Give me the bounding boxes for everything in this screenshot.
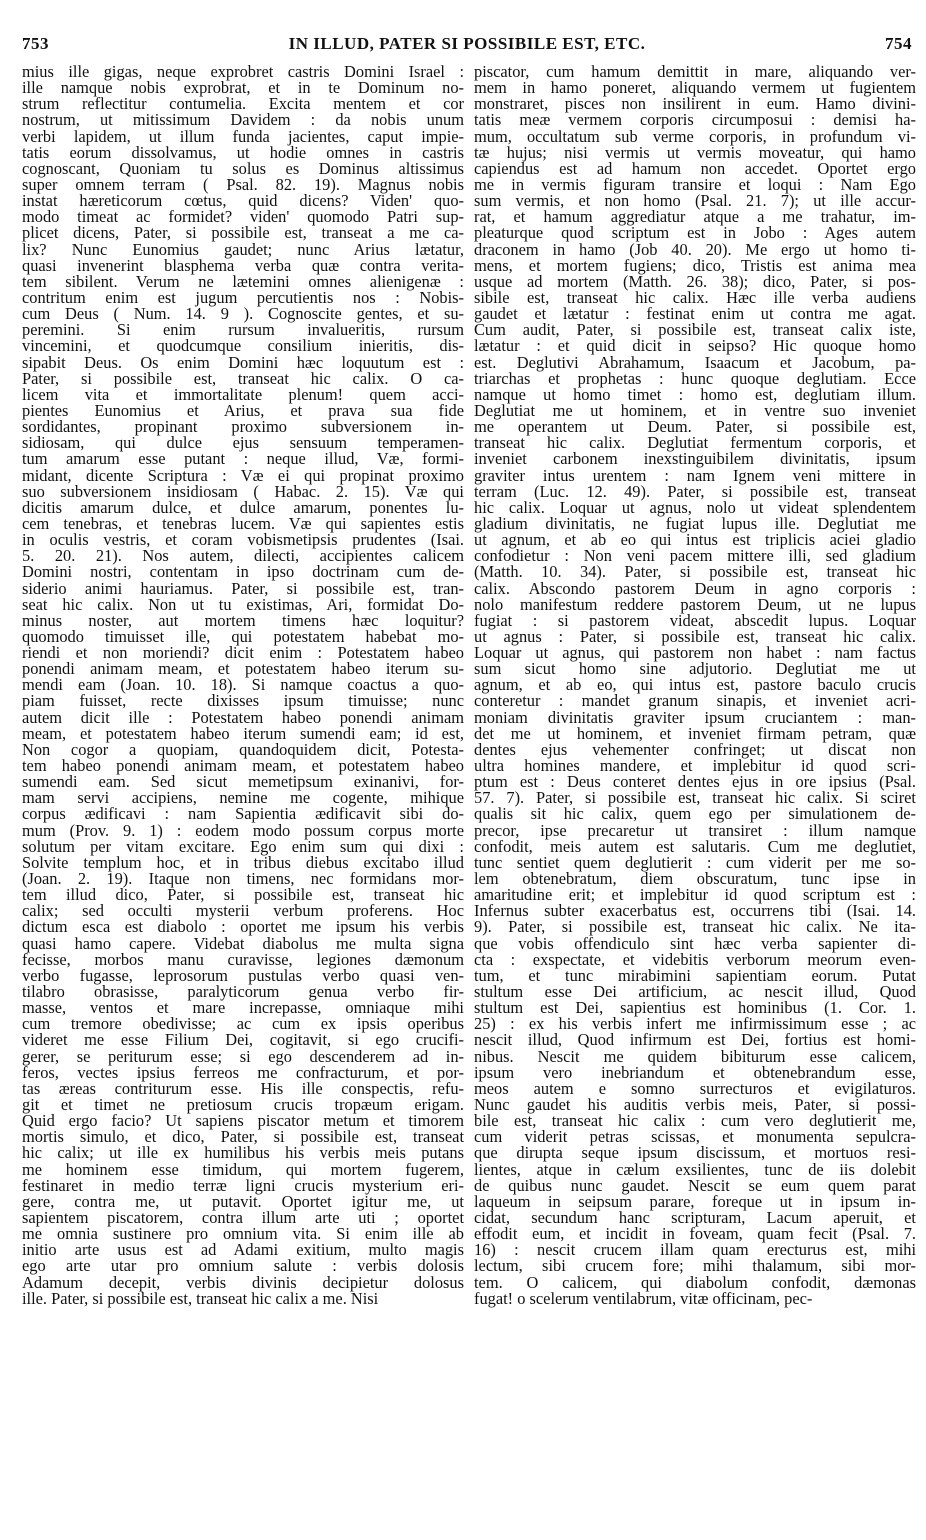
text-line: confodietur : Non veni pacem mittere illi, sed gladium — [474, 546, 916, 566]
text-line: tem sibilent. Verum ne lætemini omnes alienigenæ : — [22, 271, 464, 291]
text-line: bile est, transeat hic calix : cum vero deglutierit me, — [474, 1111, 916, 1131]
text-line: Quid ergo facio? Ut sapiens piscator metum et timorem — [22, 1111, 464, 1131]
text-line: precor, ipse precaretur ut transiret : illum namque — [474, 820, 916, 840]
text-line: de quibus nunc gaudet. Nescit se eum quem parat — [474, 1175, 916, 1195]
text-line: ego arte utar pro omnium salute : verbis dolosis — [22, 1256, 464, 1276]
text-line: hic calix; ut ille ex humilibus his verbis meis putans — [22, 1143, 464, 1163]
text-line: cognoscant, Quoniam tu solus es Dominus altissimus — [22, 158, 464, 178]
text-line: sidiosam, qui dulce ejus sensuum temperamen- — [22, 433, 464, 453]
text-line: Nunc gaudet his auditis verbis meis, Pater, si possi- — [474, 1095, 916, 1114]
text-line: ut agnum, et ab eo qui intus est triplicis aciei gladio — [474, 530, 916, 550]
text-line: ut agnus : Pater, si possibile est, transeat hic calix. — [474, 626, 916, 646]
text-line: moniam divinitatis graviter ipsum cruciantem : man- — [474, 707, 916, 727]
text-line: det me ut hominem, et inveniet firmam petram, quæ — [474, 723, 916, 743]
text-line: calix; sed occulti mysterii verbum proferens. Hoc — [22, 901, 464, 921]
text-line: stultum esse Dei artificium, ac nescit illud, Quod — [474, 982, 916, 1002]
text-line: 57. 7). Pater, si possibile est, transeat hic calix. Si sciret — [474, 788, 916, 808]
text-line: tem. O calicem, qui diabolum confodit, dæmonas — [474, 1272, 916, 1292]
text-line: midant, dicente Scriptura : Væ ei qui propinat proximo — [22, 465, 464, 485]
text-line: gladium divinitatis, ne fugiat lupus ille. Deglutiat me — [474, 513, 916, 533]
text-line: 9). Pater, si possibile est, transeat hic calix. Ne ita- — [474, 917, 916, 937]
text-line: piam fuisset, recte dixisses ipsum timuisse; nunc — [22, 691, 464, 711]
text-line: hic calix. Loquar ut agnus, nolo ut videat splendentem — [474, 497, 916, 517]
text-line: in oculis vestris, et coram vobismetipsis prudentes (Isai. — [22, 530, 464, 550]
text-line: quasi invenerint blasphema verba quæ contra verita- — [22, 255, 464, 275]
text-line: triarchas et prophetas : hunc quoque deglutiam. Ecce — [474, 368, 916, 388]
text-line: dictum esca est diabolo : oportet me ipsum his verbis — [22, 917, 464, 937]
text-line: sapientem piscatorem, contra illum arte uti ; oportet — [22, 1207, 464, 1227]
text-line: sipabit Deus. Os enim Domini hæc loquutum est : — [22, 352, 464, 372]
text-line: cum tremore obedivisse; ac cum ex ipsis operibus — [22, 1014, 464, 1034]
text-line: lectum, sibi crucem fore; mihi thalamum, sibi mor- — [474, 1256, 916, 1276]
text-line: namque ut homo timet : homo est, deglutiam illum. — [474, 384, 916, 404]
text-line: mortis simulo, et dico, Pater, si possibile est, transeat — [22, 1127, 464, 1147]
text-line: riendi et non moriendi? dicit enim : Potestatem habeo — [22, 643, 464, 663]
text-line: ptum est : Deus conteret dentes ejus in ore ipsius (Psal. — [474, 772, 916, 792]
text-line: inveniet carbonem inexstinguibilem divinitatis, ipsum — [474, 449, 916, 469]
text-line: feros, vectes ipsius ferreos me confracturum, et por- — [22, 1062, 464, 1082]
text-line: minus noster, aut mortem timens hæc loquitur? — [22, 610, 464, 630]
text-line: nescit illud, Quod infirmum est Dei, fortius est homi- — [474, 1030, 916, 1050]
text-line: licem vita et immortalitate plenum! quem acci- — [22, 384, 464, 404]
text-line: (Joan. 2. 19). Itaque non timens, nec formidans mor- — [22, 869, 464, 889]
text-line: mendi eam (Joan. 10. 18). Si namque coactus a quo- — [22, 675, 464, 695]
text-line: graviter intus urentem : nam Ignem veni mittere in — [474, 465, 916, 485]
text-line: suo subversionem insidiosam ( Habac. 2. 15). Væ qui — [22, 481, 464, 501]
text-line: capiendus est ad hamum non accedet. Oportet ergo — [474, 158, 916, 178]
text-line: ultra homines mandere, et implebitur id quod scri- — [474, 756, 916, 776]
text-line: pleaturque quod scriptum est in Jobo : Ages autem — [474, 223, 916, 243]
text-line: git et timet ne pretiosum crucis tropæum erigam. — [22, 1095, 464, 1114]
running-title: IN ILLUD, PATER SI POSSIBILE EST, ETC. — [288, 34, 646, 53]
text-line: mam servi accipiens, nemine me cogente, mihique — [22, 788, 464, 808]
text-line: siderio animi hauriamus. Pater, si possibile est, tran- — [22, 578, 464, 598]
text-line: 5. 20. 21). Nos autem, dilecti, accipientes calicem — [22, 546, 464, 566]
text-line: peremini. Si enim rursum invalueritis, rursum — [22, 320, 464, 340]
text-line: transeat hic calix. Deglutiat fermentum corporis, et — [474, 433, 916, 453]
text-line: contritum enim est jugum percutientis nos : Nobis- — [22, 287, 464, 307]
text-line: sibile est, transeat hic calix. Hæc ille verba audiens — [474, 287, 916, 307]
text-line: dicitis amarum dulce, et dulce amarum, ponentes lu- — [22, 497, 464, 517]
text-line: monstraret, pisces non insilirent in eum. Hamo divini- — [474, 94, 916, 114]
text-line: que vobis offendiculo sint hæc verba sapienter di- — [474, 933, 916, 953]
text-line: lix? Nunc Eunomius gaudet; nunc Arius lætatur, — [22, 239, 464, 259]
text-line: lætatur : et quid dicit in seipso? Hic quoque homo — [474, 336, 916, 356]
text-line: plicet dicens, Pater, si possibile est, transeat a me ca- — [22, 223, 464, 243]
text-line: tem habeo ponendi animam meam, et potestatem habeo — [22, 756, 464, 776]
text-line: strum reflectitur contumelia. Excita mentem et cor — [22, 94, 464, 114]
text-line: Pater, si possibile est, transeat hic calix. O ca- — [22, 368, 464, 388]
text-line: tas æreas contriturum esse. His ille conspectis, refu- — [22, 1078, 464, 1098]
page-number-left: 753 — [22, 34, 49, 53]
text-line: tem illud dico, Pater, si possibile est, transeat hic — [22, 885, 464, 905]
page-number-right: 754 — [885, 34, 912, 53]
text-line: Infernus subter exacerbatus est, occurrens tibi (Isai. 14. — [474, 901, 916, 921]
text-line: qualis sit hic calix, quem ego per simulationem de- — [474, 804, 916, 824]
text-line: ipsum vero inebriandum et obtenebrandum esse, — [474, 1062, 916, 1082]
text-line: mum (Prov. 9. 1) : eodem modo possum corpus morte — [22, 820, 464, 840]
text-line: fugat! o scelerum ventilabrum, vitæ officinam, pec- — [474, 1288, 813, 1308]
text-line: terram (Luc. 12. 49). Pater, si possibile est, transeat — [474, 481, 916, 501]
text-line: tilabro obrasisse, paralyticorum genua verbo fir- — [22, 982, 464, 1002]
text-line: confodit, meis autem est salutaris. Cum me deglutiet, — [474, 836, 916, 856]
text-line: rat, et hamum aggrediatur atque a me trahatur, im- — [474, 207, 916, 227]
text-line: super omnem terram ( Psal. 82. 19). Magnus nobis — [22, 174, 464, 194]
text-line: cidat, secundum hanc scripturam, Lacum aperuit, et — [474, 1207, 916, 1227]
text-line: draconem in hamo (Job 40. 20). Me ergo ut homo ti- — [474, 239, 916, 259]
text-line: dentes ejus vehementer confringet; ut discat non — [474, 739, 916, 759]
text-line: sordidantes, propinant proximo subversionem in- — [22, 417, 464, 437]
text-line: masse, ventos et mare increpasse, omniaque mihi — [22, 998, 464, 1018]
text-line: Solvite templum hoc, et in tribus diebus excitabo illud — [22, 852, 464, 872]
text-line: verbo fugasse, leprosorum pustulas verbo quasi ven- — [22, 965, 464, 985]
text-line: me hominem esse timidum, qui mortem fugerem, — [22, 1159, 464, 1179]
text-line: calix. Abscondo pastorem Deum in agno corporis : — [474, 578, 916, 598]
text-line: amaritudine erit; et implebitur id quod scriptum est : — [474, 885, 916, 905]
text-line: nolo manifestum reddere pastorem Deum, ut ne lupus — [474, 594, 916, 614]
text-line: mum, occultatum sub verme corporis, in profundum vi- — [474, 126, 916, 146]
text-line: Deglutiat me ut hominem, et in ventre suo inveniet — [474, 400, 916, 420]
text-line: solutum per vitam excitare. Ego enim sum qui dixi : — [22, 836, 464, 856]
text-line: mius ille gigas, neque exprobret castris Domini Israel : — [22, 64, 464, 81]
text-line: Non cogor a quopiam, quandoquidem dicit, Potesta- — [22, 739, 464, 759]
text-line: Domini nostri, contentam in ipso doctrinam cum de- — [22, 562, 464, 582]
text-line: ille namque nobis exprobrat, et in te Dominum no- — [22, 78, 464, 98]
text-line: verbi lapidem, ut illum funda jacientes, caput impie- — [22, 126, 464, 146]
text-line: conteretur : mandet granum sinapis, et inveniet acri- — [474, 691, 916, 711]
text-line: sum sicut homo sine adjutorio. Deglutiat me ut — [474, 659, 916, 679]
text-line: seat hic calix. Non ut tu existimas, Ari, formidat Do- — [22, 594, 464, 614]
text-line: me in vermis figuram transire et loqui : Nam Ego — [474, 174, 916, 194]
text-line: gere, contra me, ut putavit. Oportet igitur me, ut — [22, 1191, 464, 1211]
text-line: meam, et potestatem habeo iterum sumendi eam; id est, — [22, 723, 464, 743]
text-line: cum Deus ( Num. 14. 9 ). Cognoscite gentes, et su- — [22, 304, 464, 324]
text-line: sum vermis, et non homo (Psal. 21. 7); ut ille accur- — [474, 191, 916, 211]
text-line: Adamum decepit, verbis divinis decipietur dolosus — [22, 1272, 464, 1292]
text-line: pientes Eunomius et Arius, et prava sua fide — [22, 400, 464, 420]
text-line: 16) : nescit crucem illam quam erecturus est, mihi — [474, 1240, 916, 1260]
text-line: sumendi eam. Sed sicut memetipsum exinanivi, for- — [22, 772, 464, 792]
text-line: que dirupta seque ipsum discissum, et mortuos resi- — [474, 1143, 916, 1163]
text-line: tum, et tunc mirabimini sapientiam eorum. Putat — [474, 965, 916, 985]
text-line: effodit eum, et incidit in foveam, quam fecit (Psal. 7. — [474, 1224, 916, 1244]
running-header — [22, 34, 912, 60]
text-line: ille. Pater, si possibile est, transeat hic calix a me. Nisi — [22, 1288, 379, 1308]
text-line: me operantem ut Deum. Pater, si possibile est, — [474, 417, 916, 437]
text-line: ponendi animam meam, et potestatem habeo iterum su- — [22, 659, 464, 679]
text-line: lem obtenebratum, diem obscuratum, tunc ipse in — [474, 869, 916, 889]
text-line: Loquar ut agnus, qui pastorem non habet : nam factus — [474, 643, 916, 663]
text-line: stultum est Dei, sapientius est hominibus (1. Cor. 1. — [474, 998, 916, 1018]
text-line: (Matth. 10. 34). Pater, si possibile est, transeat hic — [474, 562, 916, 582]
text-line: tunc sentiet quem deglutierit : cum viderit per me so- — [474, 852, 916, 872]
text-line: gaudet et lætatur : festinat enim ut contra me agat. — [474, 304, 916, 324]
text-line: instat hæreticorum cœtus, quid dicens? Viden' quo- — [22, 191, 464, 211]
text-line: quomodo timuisset ille, qui potestatem habebat mo- — [22, 626, 464, 646]
text-line: cum viderit petras scissas, et monumenta sepulcra- — [474, 1127, 916, 1147]
text-line: nibus. Nescit me quidem bibiturum esse calicem, — [474, 1046, 916, 1066]
text-line: agnum, et ab eo, qui intus est, pastore baculo crucis — [474, 675, 916, 695]
text-line: fugiat : si pastorem videat, abscedit lupus. Loquar — [474, 610, 916, 630]
text-line: nostrum, ut mitissimum Davidem : da nobis unum — [22, 110, 464, 130]
text-line: gerer, se periturum esse; si ego descenderem ad in- — [22, 1046, 464, 1066]
text-line: autem dicit ille : Potestatem habeo ponendi animam — [22, 707, 464, 727]
text-line: tum amarum esse putant : neque illud, Væ, formi- — [22, 449, 464, 469]
text-line: initio arte usus est ad Adami exitium, multo magis — [22, 1240, 464, 1260]
text-line: laqueum in seipsum parare, foreque ut in ipsum in- — [474, 1191, 916, 1211]
text-line: corpus ædificavi : nam Sapientia ædificavit sibi do- — [22, 804, 464, 824]
text-line: tæ hujus; nisi vermis ut vermis moveatur, qui hamo — [474, 142, 916, 162]
text-line: tatis meæ vermem corporis circumposui : demisi ha- — [474, 110, 916, 130]
text-line: tatis eorum dissolvamus, ut hodie omnes in castris — [22, 142, 464, 162]
right-text-column — [474, 64, 916, 1534]
text-line: fecisse, morbos manu curavisse, legiones dæmonum — [22, 949, 464, 969]
text-line: me omnia sustinere pro omnium vita. Si enim ille ab — [22, 1224, 464, 1244]
text-line: modo timeat ac formidet? viden' quomodo Patri sup- — [22, 207, 464, 227]
text-line: quasi hamo capere. Videbat diabolus me multa signa — [22, 933, 464, 953]
text-line: cta : exspectate, et videbitis verborum meorum even- — [474, 949, 916, 969]
text-line: 25) : ex his verbis infert me infirmissimum esse ; ac — [474, 1014, 916, 1034]
text-line: vincemini, et quodcumque consilium inieritis, dis- — [22, 336, 464, 356]
text-line: festinaret in medio terræ ligni crucis mysterium eri- — [22, 1175, 464, 1195]
left-text-column — [22, 64, 464, 1534]
text-line: cem tenebras, et tenebras lucem. Væ qui sapientes estis — [22, 513, 464, 533]
text-line: videret me esse Filium Dei, cogitavit, si ego crucifi- — [22, 1030, 464, 1050]
text-line: mens, et mortem fugiens; dico, Tristis est anima mea — [474, 255, 916, 275]
text-line: usque ad mortem (Matth. 26. 38); dico, Pater, si pos- — [474, 271, 916, 291]
text-line: meos autem e somno surrecturos et evigilaturos. — [474, 1078, 916, 1098]
text-line: mem in hamo poneret, aliquando vermem ut fugientem — [474, 78, 916, 98]
text-line: Cum audit, Pater, si possibile est, transeat calix iste, — [474, 320, 916, 340]
text-line: piscator, cum hamum demittit in mare, aliquando ver- — [474, 64, 916, 81]
text-line: est. Deglutivi Abrahamum, Isaacum et Jacobum, pa- — [474, 352, 916, 372]
text-line: lientes, atque in cælum exsilientes, tunc de iis dolebit — [474, 1159, 916, 1179]
